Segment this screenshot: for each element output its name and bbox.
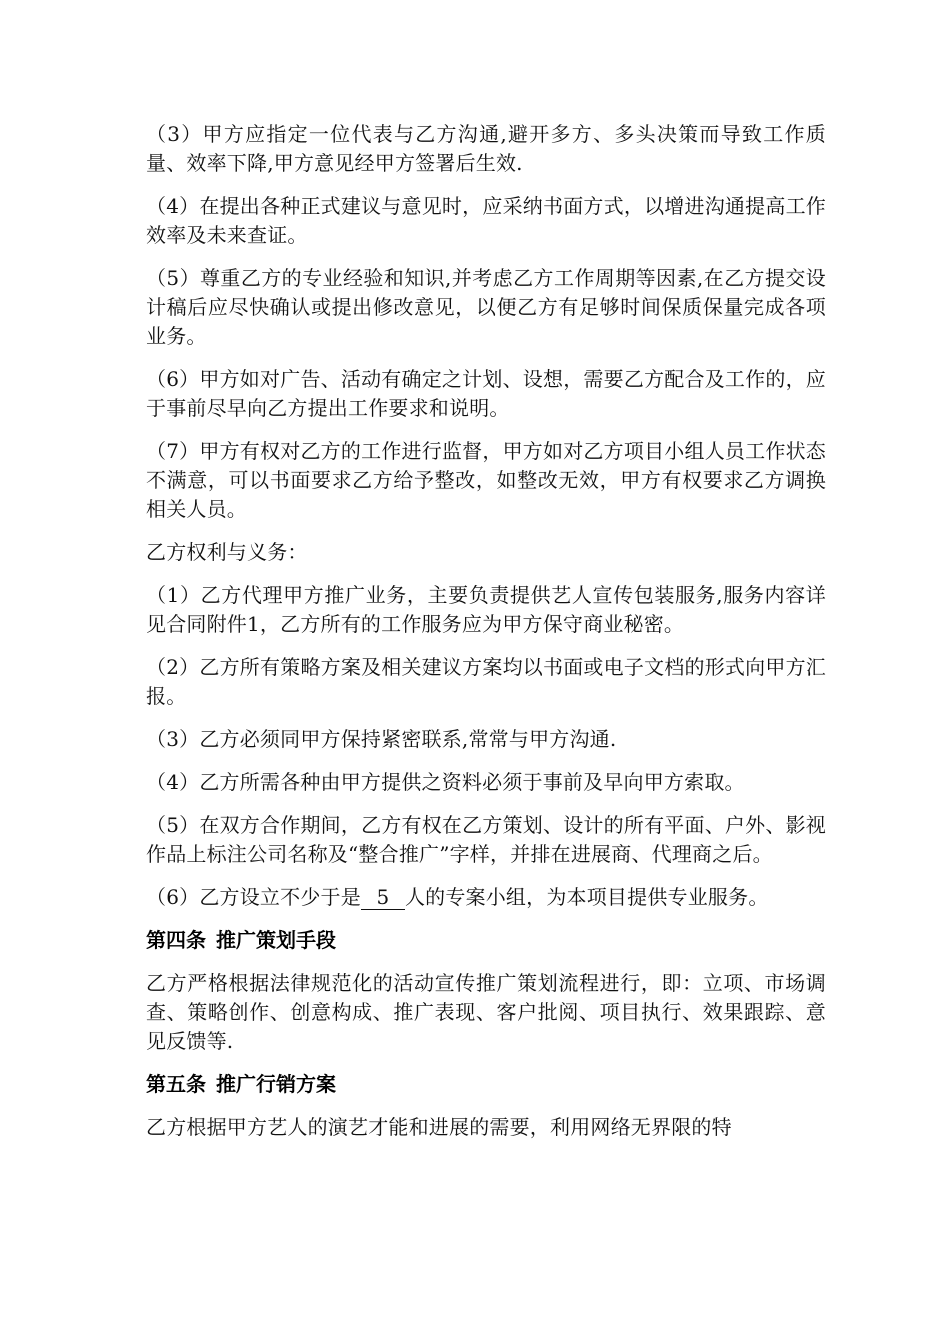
clause-b-4: （4）乙方所需各种由甲方提供之资料必须于事前及早向甲方索取。: [146, 770, 745, 794]
team-clause-suffix: 人的专案小组，为本项目提供专业服务。: [404, 885, 769, 909]
team-clause-prefix: （6）乙方设立不少于是: [146, 885, 361, 909]
section-5-heading: [146, 1070, 826, 1099]
clause-a-5: （5）尊重乙方的专业经验和知识,并考虑乙方工作周期等因素,在乙方提交设计稿后应尽快确认或提出修改意见，以便乙方有足够时间保质保量完成各项业务。: [146, 266, 826, 348]
section-4-title: 推广策划手段: [216, 928, 336, 952]
section-4-body: 乙方严格根据法律规范化的活动宣传推广策划流程进行，即：立项、市场调查、策略创作、创意构成、推广表现、客户批阅、项目执行、效果跟踪、意见反馈等.: [146, 971, 826, 1053]
clause-a-7: （7）甲方有权对乙方的工作进行监督，甲方如对乙方项目小组人员工作状态不满意，可以书面要求乙方给予整改，如整改无效，甲方有权要求乙方调换相关人员。: [146, 439, 826, 521]
section-4-heading: [146, 926, 826, 955]
clause-b-3: （3）乙方必须同甲方保持紧密联系,常常与甲方沟通.: [146, 727, 617, 751]
clause-a-4: （4）在提出各种正式建议与意见时，应采纳书面方式，以增进沟通提高工作效率及未来查证。: [146, 194, 826, 247]
section-4-number: 第四条: [146, 928, 206, 952]
section-5-number: 第五条: [146, 1072, 206, 1096]
section-5-title: 推广行销方案: [216, 1072, 336, 1096]
clause-a-3: （3）甲方应指定一位代表与乙方沟通,避开多方、多头决策而导致工作质量、效率下降,甲方意见经甲方签署后生效.: [146, 122, 826, 175]
party-b-rights-heading: 乙方权利与义务：: [146, 540, 308, 564]
contract-body: [146, 120, 826, 1156]
clause-b-5: （5）在双方合作期间，乙方有权在乙方策划、设计的所有平面、户外、影视作品上标注公司名称及“整合推广”字样，并排在进展商、代理商之后。: [146, 813, 826, 866]
clause-a-6: （6）甲方如对广告、活动有确定之计划、设想，需要乙方配合及工作的，应于事前尽早向乙方提出工作要求和说明。: [146, 367, 826, 420]
clause-b-1: （1）乙方代理甲方推广业务，主要负责提供艺人宣传包装服务,服务内容详见合同附件1，乙方所有的工作服务应为甲方保守商业秘密。: [146, 583, 826, 636]
clause-b-2: （2）乙方所有策略方案及相关建议方案均以书面或电子文档的形式向甲方汇报。: [146, 655, 826, 708]
team-size-blank: 5: [361, 885, 405, 910]
section-5-body: 乙方根据甲方艺人的演艺才能和进展的需要，利用网络无界限的特: [146, 1115, 732, 1139]
clause-b-6: [146, 883, 826, 912]
